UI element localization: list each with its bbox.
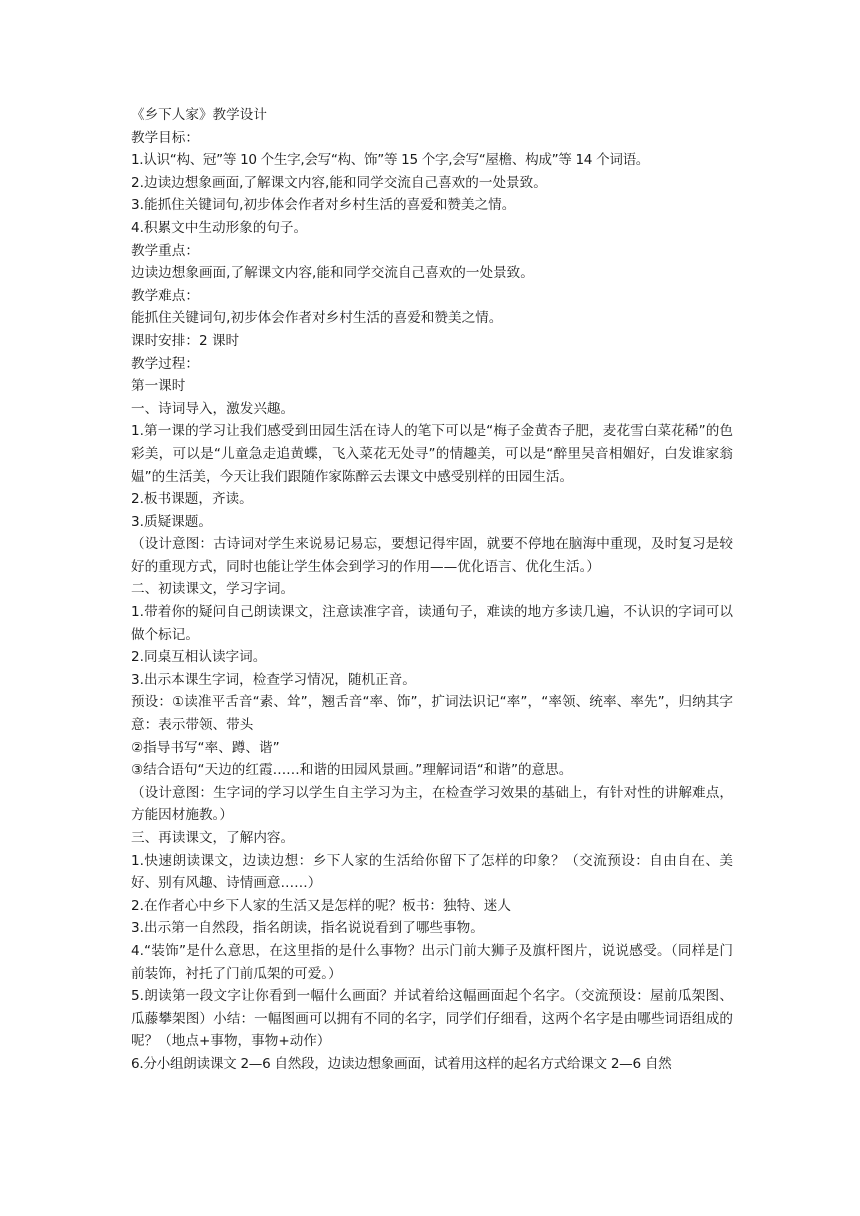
part-3-item-6: 6.分小组朗读课文 2—6 自然段，边读边想象画面，试着用这样的起名方式给课文 2—6 自然: [131, 1055, 672, 1072]
part-1-item-2: 2.板书课题，齐读。: [131, 491, 253, 508]
part-3-heading: 三、再读课文，了解内容。: [131, 830, 295, 846]
key-text: 边读边想象画面,了解课文内容,能和同学交流自己喜欢的一处景致。: [131, 265, 534, 282]
part-3-item-3: 3.出示第一自然段，指名朗读，指名说说看到了哪些事物。: [131, 920, 484, 937]
goal-4: 4.积累文中生动形象的句子。: [131, 219, 308, 236]
part-1-item-1: 1.第一课的学习让我们感受到田园生活在诗人的笔下可以是“梅子金黄杏子肥，麦花雪白菜花稀”的色彩美，可以是“儿童急走追黄蝶，飞入菜花无处寻”的情趣美，可以是“醉里吴音相媚好，白发谁家翁媪”的生活美，今天让我们跟随作家陈醉云去课文中感受别样的田园生活。: [131, 423, 733, 485]
part-1-heading: 一、诗词导入，激发兴趣。: [131, 400, 295, 417]
part-2-preset-3: ③结合语句“天边的红霞……和谐的田园风景画。”理解词语“和谐”的意思。: [131, 762, 573, 779]
part-2-item-1: 1.带着你的疑问自己朗读课文，注意读准字音，读通句子，难读的地方多读几遍，不认识的字词可以做个标记。: [131, 604, 733, 643]
part-3-item-4: 4.“装饰”是什么意思，在这里指的是什么事物？出示门前大狮子及旗杆图片，说说感受。（同样是门前装饰，衬托了门前瓜架的可爱。）: [131, 942, 733, 982]
part-2-preset-2: ②指导书写“率、蹲、谐”: [131, 739, 280, 756]
part-3-item-2: 2.在作者心中乡下人家的生活又是怎样的呢？板书：独特、迷人: [131, 897, 511, 914]
goal-1: 1.认识“构、冠”等 10 个生字,会写“构、饰”等 15 个字,会写“屋檐、构成”等 14 个词语。: [131, 152, 650, 169]
part-3-item-5: 5.朗读第一段文字让你看到一幅什么画面？并试着给这幅画面起个名字。（交流预设：屋前瓜架图、瓜藤攀架图）小结：一幅图画可以拥有不同的名字，同学们仔细看，这两个名字是由哪些词语组成的呢？（地点+事物，事物+动作）: [131, 988, 733, 1050]
part-1-item-3: 3.质疑课题。: [131, 513, 212, 530]
difficulty-heading: 教学难点：: [131, 287, 199, 304]
goal-3: 3.能抓住关键词句,初步体会作者对乡村生活的喜爱和赞美之情。: [131, 197, 516, 214]
part-3-item-1: 1.快速朗读课文，边读边想：乡下人家的生活给你留下了怎样的印象？（交流预设：自由自在、美好、别有风趣、诗情画意……）: [131, 852, 733, 892]
part-2-heading: 二、初读课文，学习字词。: [131, 581, 295, 598]
difficulty-text: 能抓住关键词句,初步体会作者对乡村生活的喜爱和赞美之情。: [131, 310, 503, 327]
document-body: [131, 104, 733, 1076]
part-1-design-note: （设计意图：古诗词对学生来说易记易忘，要想记得牢固，就要不停地在脑海中重现，及时复习是较好的重现方式，同时也能让学生体会到学习的作用——优化语言、优化生活。）: [131, 536, 733, 575]
goal-2: 2.边读边想象画面,了解课文内容,能和同学交流自己喜欢的一处景致。: [131, 174, 547, 191]
part-2-design-note: （设计意图：生字词的学习以学生自主学习为主，在检查学习效果的基础上，有针对性的讲解难点，方能因材施教。）: [131, 784, 733, 824]
part-2-preset: 预设：①读准平舌音“素、耸”，翘舌音“率、饰”，扩词法识记“率”，“率领、统率、率先”，归纳其字意：表示带领、带头: [131, 694, 733, 734]
part-2-item-3: 3.出示本课生字词，检查学习情况，随机正音。: [131, 671, 416, 688]
document-title: 《乡下人家》教学设计: [131, 107, 267, 123]
process-heading: 教学过程：: [131, 355, 199, 372]
part-2-item-2: 2.同桌互相认读字词。: [131, 649, 267, 666]
key-heading: 教学重点：: [131, 242, 199, 259]
lesson-1-heading: 第一课时: [131, 378, 186, 395]
goals-heading: 教学目标：: [131, 129, 199, 146]
schedule: 课时安排：2 课时: [131, 332, 240, 349]
